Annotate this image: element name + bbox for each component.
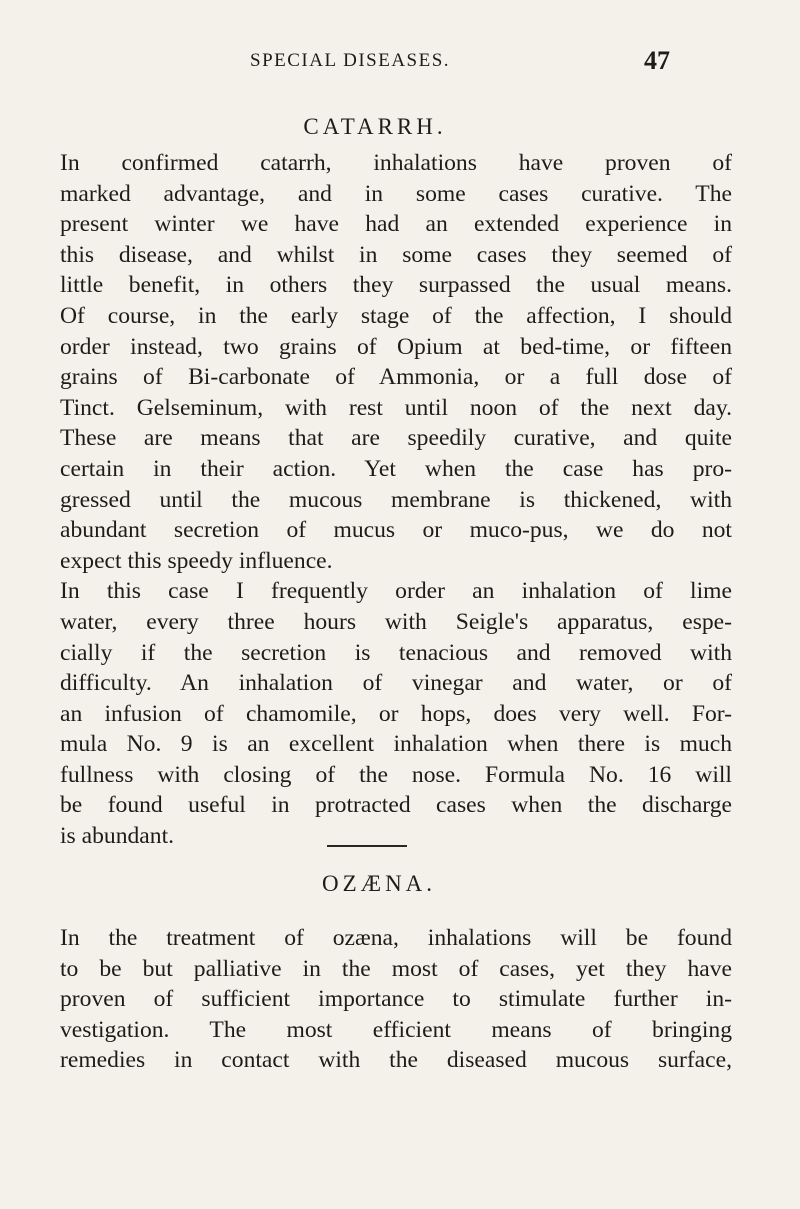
text-line: difficulty. An inhalation of vinegar and water, or of xyxy=(60,670,732,697)
section-heading-catarrh: CATARRH. xyxy=(303,114,447,139)
text-line: In this case I frequently order an inhalation of lime xyxy=(60,578,732,605)
text-line: present winter we have had an extended experience in xyxy=(60,211,732,238)
text-line: remedies in contact with the diseased mucous surface, xyxy=(60,1047,732,1074)
text-line: Of course, in the early stage of the affection, I should xyxy=(60,302,732,329)
text-line: In the treatment of ozæna, inhalations will be found xyxy=(60,925,732,951)
text-line: is abundant. xyxy=(60,823,175,850)
text-line: vestigation. The most efficient means of bringing xyxy=(60,1016,732,1043)
catarrh-text xyxy=(60,148,732,852)
text-line: gressed until the mucous membrane is thickened, with xyxy=(60,486,732,513)
text-line: to be but palliative in the most of cases, yet they have xyxy=(60,955,732,982)
text-line: water, every three hours with Seigle's apparatus, espe- xyxy=(60,608,732,635)
text-line: be found useful in protracted cases when the discharge xyxy=(60,792,732,819)
text-line: mula No. 9 is an excellent inhalation when there is much xyxy=(60,731,732,758)
text-line: In confirmed catarrh, inhalations have proven of xyxy=(60,150,732,176)
text-line: proven of sufficient importance to stimulate further in- xyxy=(60,986,732,1013)
text-line: cially if the secretion is tenacious and removed with xyxy=(60,639,732,666)
text-line: this disease, and whilst in some cases they seemed of xyxy=(60,241,732,268)
text-line: Tinct. Gelseminum, with rest until noon of the next day. xyxy=(60,394,732,421)
text-line: an infusion of chamomile, or hops, does very well. For- xyxy=(60,700,732,727)
text-line: marked advantage, and in some cases curative. The xyxy=(60,180,732,207)
running-head xyxy=(250,46,670,75)
running-title: SPECIAL DISEASES. xyxy=(250,50,451,71)
text-line: fullness with closing of the nose. Formula No. 16 will xyxy=(60,761,732,788)
text-line: These are means that are speedily curative, and quite xyxy=(60,425,732,452)
text-line: expect this speedy influence. xyxy=(60,547,333,574)
section-heading-ozaena: OZÆNA. xyxy=(321,871,437,896)
section-divider xyxy=(327,845,407,847)
text-line: order instead, two grains of Opium at bed-time, or fifteen xyxy=(60,333,732,360)
ozaena-text xyxy=(60,923,732,1076)
text-line: certain in their action. Yet when the case has pro- xyxy=(60,455,732,482)
page-number: 47 xyxy=(644,46,670,75)
text-line: grains of Bi-carbonate of Ammonia, or a full dose of xyxy=(60,364,732,391)
text-line: abundant secretion of mucus or muco-pus, we do not xyxy=(60,517,732,544)
text-line: little benefit, in others they surpassed the usual means. xyxy=(60,272,732,299)
